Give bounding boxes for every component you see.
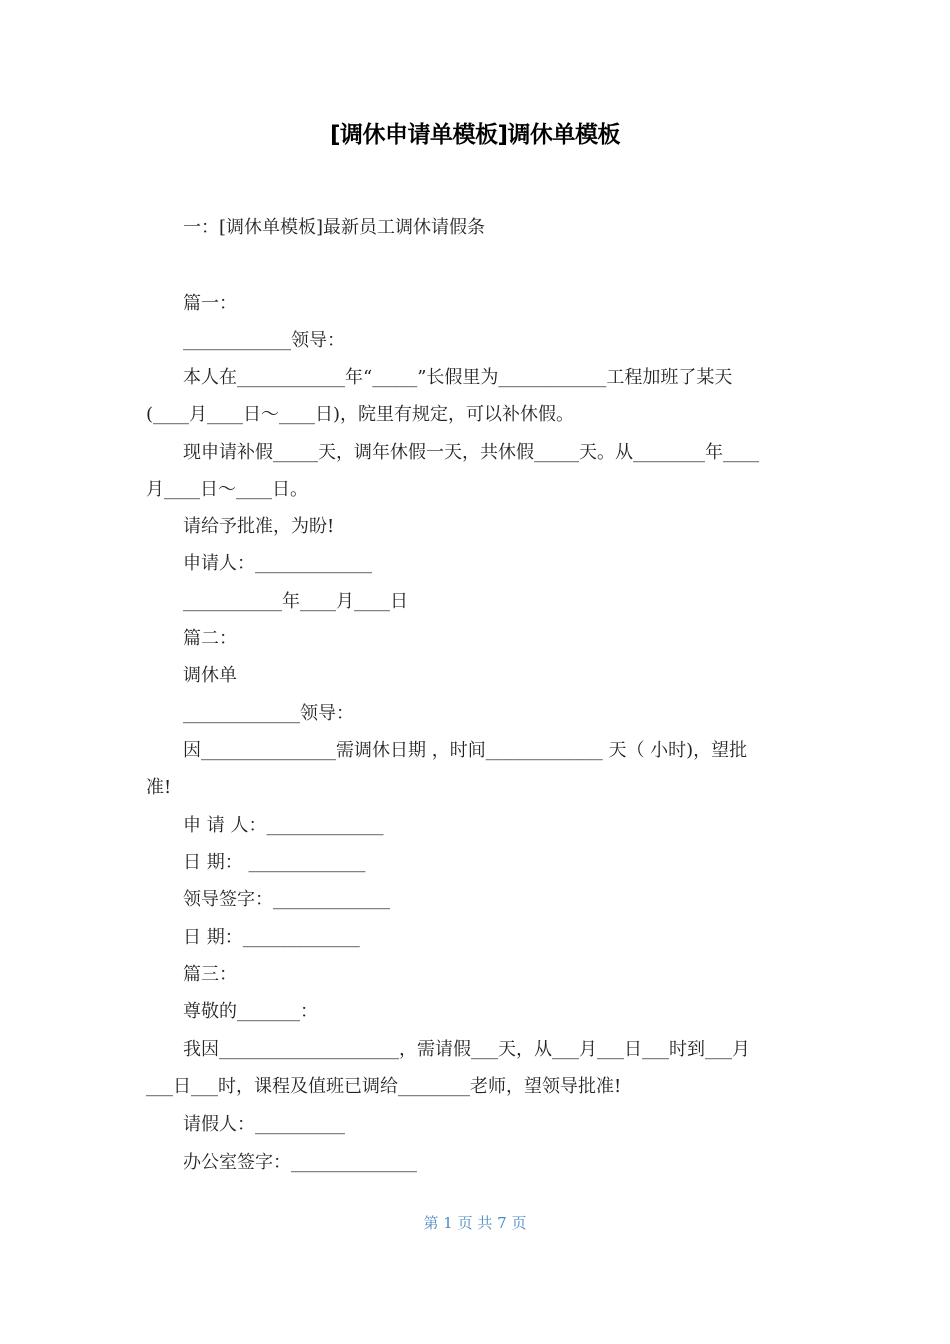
text-line: 因_______________需调休日期 ，时间_____________ 天（ 小时)，望批	[183, 740, 748, 761]
text-line: 本人在____________年“_____”长假里为____________工程加班了某天	[183, 367, 733, 388]
chapter-heading-1: 篇一：	[183, 293, 237, 314]
text-line: 尊敬的_______：	[183, 1001, 318, 1022]
text-line: 办公室签字：______________	[183, 1152, 417, 1173]
text-line: 日 期： _____________	[183, 852, 366, 873]
text-line: 请假人：__________	[183, 1114, 345, 1135]
text-line: 月____日～____日。	[146, 479, 308, 500]
text-line: _____________领导：	[183, 703, 354, 724]
document-title: [调休申请单模板]调休单模板	[329, 122, 621, 148]
page-number-footer: 第 1 页 共 7 页	[423, 1214, 527, 1232]
section-heading: 一：[调休单模板]最新员工调休请假条	[183, 217, 486, 238]
text-line: 现申请补假_____天，调年休假一天，共休假_____天。从________年____	[183, 442, 759, 463]
chapter-heading-3: 篇三：	[183, 964, 237, 985]
text-line: ___日___时，课程及值班已调给________老师，望领导批准!	[146, 1076, 622, 1097]
text-line: 日 期：_____________	[183, 927, 360, 948]
text-line: (____月____日～____日)，院里有规定，可以补休假。	[146, 404, 575, 425]
text-line: 我因____________________，需请假___天，从___月___日___时到___月	[183, 1039, 750, 1060]
chapter-heading-2: 篇二：	[183, 628, 237, 649]
text-line: 领导签字：_____________	[183, 889, 390, 910]
text-line: 申请人：_____________	[183, 553, 372, 574]
text-line: 请给予批准，为盼!	[183, 516, 335, 537]
text-line: 申 请 人：_____________	[183, 815, 384, 836]
text-line: 准!	[146, 777, 172, 798]
text-line: ___________年____月____日	[183, 591, 408, 612]
text-line: ____________领导：	[183, 330, 345, 351]
text-line: 调休单	[183, 665, 237, 686]
